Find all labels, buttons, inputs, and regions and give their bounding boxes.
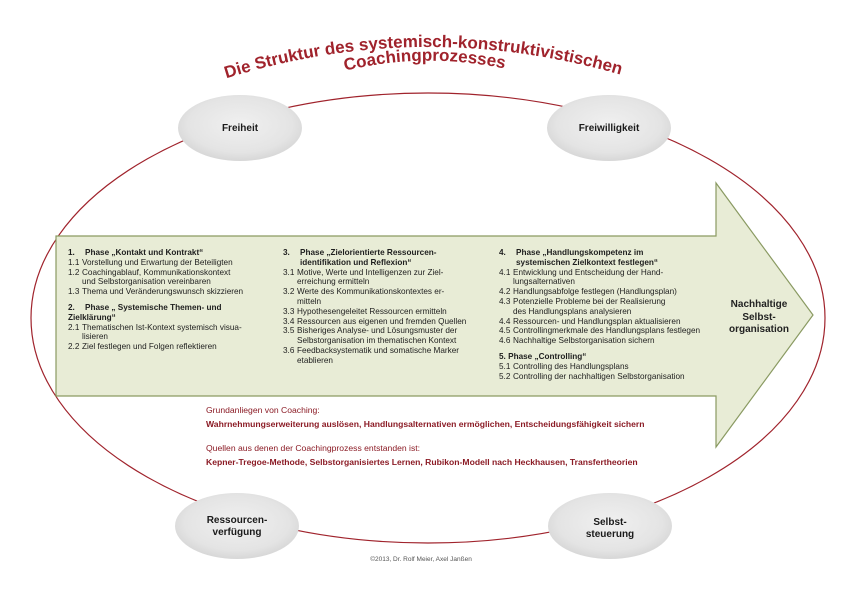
node-selbststeuerung-label-1: Selbst- xyxy=(593,517,627,528)
list-item xyxy=(499,362,717,372)
phase-4-title-cont: systemischen Zielkontext festlegen“ xyxy=(516,257,658,267)
node-freiwilligkeit-label: Freiwilligkeit xyxy=(578,123,640,134)
phase-2-number: 2. xyxy=(68,302,75,312)
list-item xyxy=(283,317,491,327)
quellen-label: Quellen aus denen der Coachingprozess entstanden ist: xyxy=(206,443,421,453)
phase-3-title xyxy=(283,248,491,268)
goal-line-3: organisation xyxy=(728,324,789,335)
item-number: 4.2 xyxy=(499,287,511,297)
list-item xyxy=(68,258,278,268)
node-selbststeuerung-label-2: steuerung xyxy=(585,529,635,540)
phase-5-title xyxy=(499,352,717,362)
item-number: 3.2 xyxy=(283,287,295,297)
list-item xyxy=(499,268,717,288)
list-item xyxy=(499,317,717,327)
item-text-cont: Selbstorganisation im thematischen Kontext xyxy=(297,336,457,346)
goal-label xyxy=(718,299,800,337)
phase-1-number: 1. xyxy=(68,248,75,257)
item-text: Werte des Kommunikationskontextes er- xyxy=(297,287,445,297)
item-text: Coachingablauf, Kommunikationskontext xyxy=(82,267,231,277)
item-text: Hypothesengeleitet Ressourcen ermitteln xyxy=(297,306,447,316)
item-text: Entwicklung und Entscheidung der Hand- xyxy=(513,267,664,277)
item-number: 3.5 xyxy=(283,326,295,336)
list-item xyxy=(499,336,717,346)
phase-3-number: 3. xyxy=(283,248,290,257)
phase-1-title xyxy=(68,248,278,258)
phase-1-title-text: Phase „Kontakt und Kontrakt“ xyxy=(85,248,204,257)
phase-2-title xyxy=(68,303,278,323)
goal-line-2: Selbst- xyxy=(742,311,776,323)
phase-4-title xyxy=(499,248,717,268)
item-text-cont: mitteln xyxy=(297,296,322,306)
item-text: Controlling des Handlungsplans xyxy=(513,361,629,371)
item-text-cont: des Handlungsplans analysieren xyxy=(513,306,632,316)
item-number: 2.2 xyxy=(68,342,80,352)
list-item xyxy=(68,342,278,352)
quellen-value: Kepner-Tregoe-Methode, Selbstorganisiertes Lernen, Rubikon-Modell nach Heckhausen, Transfertheorien xyxy=(206,457,638,467)
item-number: 3.3 xyxy=(283,306,295,316)
list-item xyxy=(283,307,491,317)
item-number: 4.4 xyxy=(499,316,511,326)
item-text: Bisheriges Analyse- und Lösungsmuster der xyxy=(297,326,458,336)
phase-4-number: 4. xyxy=(499,248,506,257)
item-text: Handlungsabfolge festlegen (Handlungsplan) xyxy=(513,287,677,297)
item-text: Motive, Werte und Intelligenzen zur Ziel- xyxy=(297,267,444,277)
quellen-block xyxy=(206,443,638,467)
item-text: Nachhaltige Selbstorganisation sichern xyxy=(513,336,655,346)
node-ressourcen-label-1: Ressourcen- xyxy=(206,515,268,526)
list-item xyxy=(68,268,278,288)
item-number: 3.6 xyxy=(283,345,295,355)
item-text-cont: lisieren xyxy=(82,332,108,342)
node-freiheit xyxy=(190,123,290,135)
list-item xyxy=(283,326,491,346)
list-item xyxy=(283,287,491,307)
item-text-cont: erreichung ermitteln xyxy=(297,277,370,287)
item-number: 4.5 xyxy=(499,326,511,336)
item-text: Ziel festlegen und Folgen reflektieren xyxy=(82,342,217,352)
copyright-text: ©2013, Dr. Rolf Meier, Axel Janßen xyxy=(370,556,472,563)
grundanliegen-block xyxy=(206,405,645,429)
item-number: 1.3 xyxy=(68,287,80,297)
node-freiheit-label: Freiheit xyxy=(221,123,259,134)
node-ressourcen-label-2: verfügung xyxy=(212,527,262,538)
list-item xyxy=(68,287,278,297)
list-item xyxy=(499,287,717,297)
diagram-title-line2: Coachingprozesses xyxy=(341,45,508,75)
list-item xyxy=(499,297,717,317)
phase-column-1 xyxy=(68,248,278,352)
item-text: Controlling der nachhaltigen Selbstorganisation xyxy=(513,371,685,381)
item-text: Potenzielle Probleme bei der Realisierung xyxy=(513,296,666,306)
item-number: 4.1 xyxy=(499,267,511,277)
item-text-cont: lungsalternativen xyxy=(513,277,575,287)
phase-2-title-text: Phase „ Systemische Themen- und xyxy=(85,302,222,312)
item-number: 1.1 xyxy=(68,257,80,267)
node-ressourcen xyxy=(187,515,287,539)
list-item xyxy=(499,372,717,382)
item-text: Thematischen Ist-Kontext systemisch visua- xyxy=(82,322,242,332)
item-text: Feedbacksystematik und somatische Marker xyxy=(297,345,459,355)
grundanliegen-label: Grundanliegen von Coaching: xyxy=(206,405,320,415)
phase-3-title-text: Phase „Zielorientierte Ressourcen- xyxy=(300,248,437,257)
item-number: 3.4 xyxy=(283,316,295,326)
node-selbststeuerung xyxy=(560,517,660,541)
item-number: 2.1 xyxy=(68,322,80,332)
goal-line-1: Nachhaltige xyxy=(730,299,788,310)
list-item xyxy=(499,326,717,336)
grundanliegen-value: Wahrnehmungserweiterung auslösen, Handlungsalternativen ermöglichen, Entscheidungsfähigkeit sichern xyxy=(206,419,645,429)
item-text: Controllingmerkmale des Handlungsplans festlegen xyxy=(513,326,701,336)
node-freiwilligkeit xyxy=(559,123,659,135)
list-item xyxy=(283,346,491,366)
item-text: Vorstellung und Erwartung der Beteiligten xyxy=(82,257,233,267)
list-item xyxy=(68,323,278,343)
phase-5-title-text: 5. Phase „Controlling“ xyxy=(499,351,587,361)
item-number: 5.2 xyxy=(499,371,511,381)
item-number: 5.1 xyxy=(499,361,511,371)
phase-column-2 xyxy=(283,248,491,366)
list-item xyxy=(283,268,491,288)
phase-2-title-cont: Zielklärung“ xyxy=(68,312,116,322)
item-text-cont: und Selbstorganisation vereinbaren xyxy=(82,277,211,287)
item-text: Ressourcen aus eigenen und fremden Quellen xyxy=(297,316,467,326)
item-number: 3.1 xyxy=(283,267,295,277)
item-text-cont: etablieren xyxy=(297,355,333,365)
phase-column-3 xyxy=(499,248,717,381)
item-number: 4.3 xyxy=(499,296,511,306)
diagram-title: Die Struktur des systemisch-konstruktivistischen xyxy=(221,31,625,83)
phase-3-title-cont: identifikation und Reflexion“ xyxy=(300,257,412,267)
item-text: Thema und Veränderungswunsch skizzieren xyxy=(82,287,244,297)
phase-4-title-text: Phase „Handlungskompetenz im xyxy=(516,248,644,257)
item-number: 4.6 xyxy=(499,336,511,346)
item-text: Ressourcen- und Handlungsplan aktualisieren xyxy=(513,316,681,326)
item-number: 1.2 xyxy=(68,267,80,277)
